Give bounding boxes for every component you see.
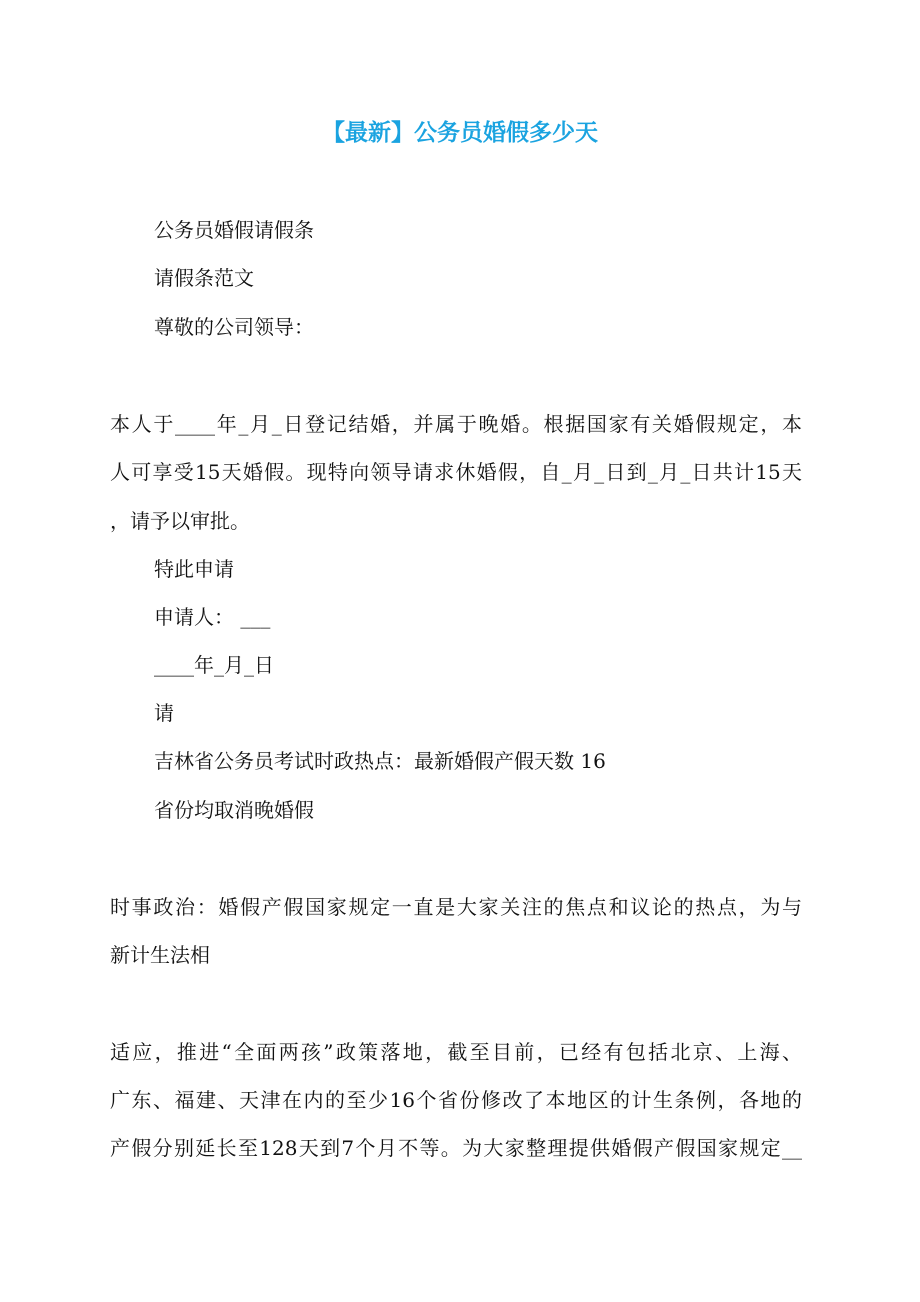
text-line: 新计生法相 bbox=[110, 943, 210, 967]
text-line: 特此申请 bbox=[154, 557, 234, 581]
text-line: 省份均取消晚婚假 bbox=[154, 798, 314, 822]
text-line: ，请予以审批。 bbox=[110, 509, 250, 533]
text-line: 公务员婚假请假条 bbox=[154, 218, 314, 242]
text-line: 产假分别延长至128天到7个月不等。为大家整理提供婚假产假国家规定__ bbox=[110, 1136, 802, 1160]
text-line: 申请人： ___ bbox=[154, 605, 271, 629]
text-line: 时事政治：婚假产假国家规定一直是大家关注的焦点和议论的热点，为与 bbox=[110, 895, 802, 919]
text-line: 请 bbox=[154, 701, 174, 725]
text-line: 适应，推进“全面两孩”政策落地，截至目前，已经有包括北京、上海、 bbox=[110, 1040, 802, 1064]
text-line: 请假条范文 bbox=[154, 266, 254, 290]
text-line: 尊敬的公司领导： bbox=[154, 315, 314, 339]
text-line: 吉林省公务员考试时政热点：最新婚假产假天数 16 bbox=[154, 749, 606, 773]
text-line: 广东、福建、天津在内的至少16个省份修改了本地区的计生条例，各地的 bbox=[110, 1088, 802, 1112]
text-line: ____年_月_日 bbox=[154, 653, 274, 677]
text-line: 本人于____年_月_日登记结婚，并属于晚婚。根据国家有关婚假规定，本 bbox=[110, 412, 802, 436]
document-title: 【最新】公务员婚假多少天 bbox=[322, 120, 598, 146]
text-line: 人可享受15天婚假。现特向领导请求休婚假，自_月_日到_月_日共计15天 bbox=[110, 460, 802, 484]
